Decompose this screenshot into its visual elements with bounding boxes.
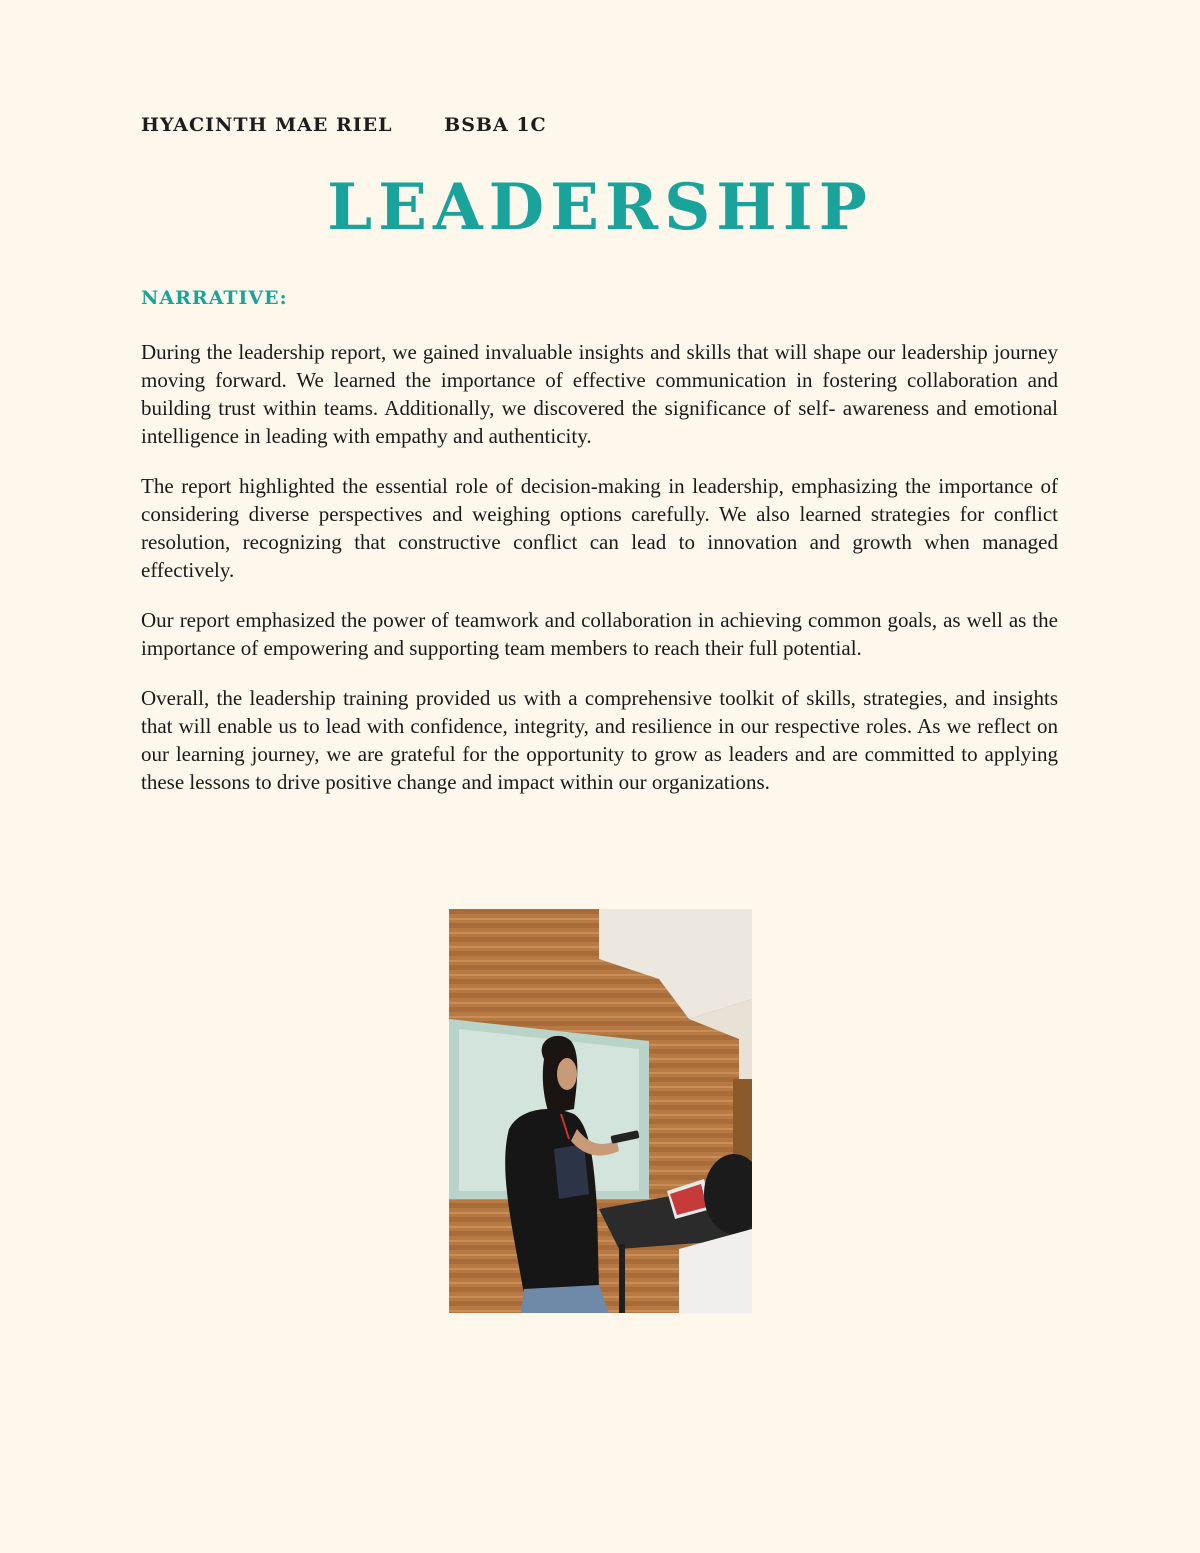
course-section: BSBA 1C	[444, 114, 547, 136]
paragraph-3: Our report emphasized the power of teamwork and collaboration in achieving common goals, as well as the importance of empowering and supporting team members to reach their full potential.	[141, 608, 1058, 660]
narrative-heading: NARRATIVE:	[141, 287, 288, 309]
paragraph-4: Overall, the leadership training provided us with a comprehensive toolkit of skills, strategies, and insights that will enable us to lead with confidence, integrity, and resilience in our respective roles. As we reflect on our learning journey, we are grateful for the opportunity to grow as leaders and are committed to applying these lessons to drive positive change and impact within our organizations.	[141, 686, 1058, 794]
narrative-body	[141, 338, 1058, 818]
paragraph-2: The report highlighted the essential role of decision-making in leadership, emphasizing the importance of considering diverse perspectives and weighing options carefully. We also learned strategies for conflict resolution, recognizing that constructive conflict can lead to innovation and growth when managed effectively.	[141, 474, 1058, 582]
page-title: LEADERSHIP	[327, 170, 873, 245]
student-name: HYACINTH MAE RIEL	[141, 114, 393, 136]
paragraph-1: During the leadership report, we gained invaluable insights and skills that will shape our leadership journey moving forward. We learned the importance of effective communication in fostering collaboration and building trust within teams. Additionally, we discovered the significance of self- awareness and emotional intelligence in leading with empathy and authenticity.	[141, 340, 1058, 448]
student-header	[141, 114, 547, 136]
presentation-photo	[449, 909, 752, 1313]
